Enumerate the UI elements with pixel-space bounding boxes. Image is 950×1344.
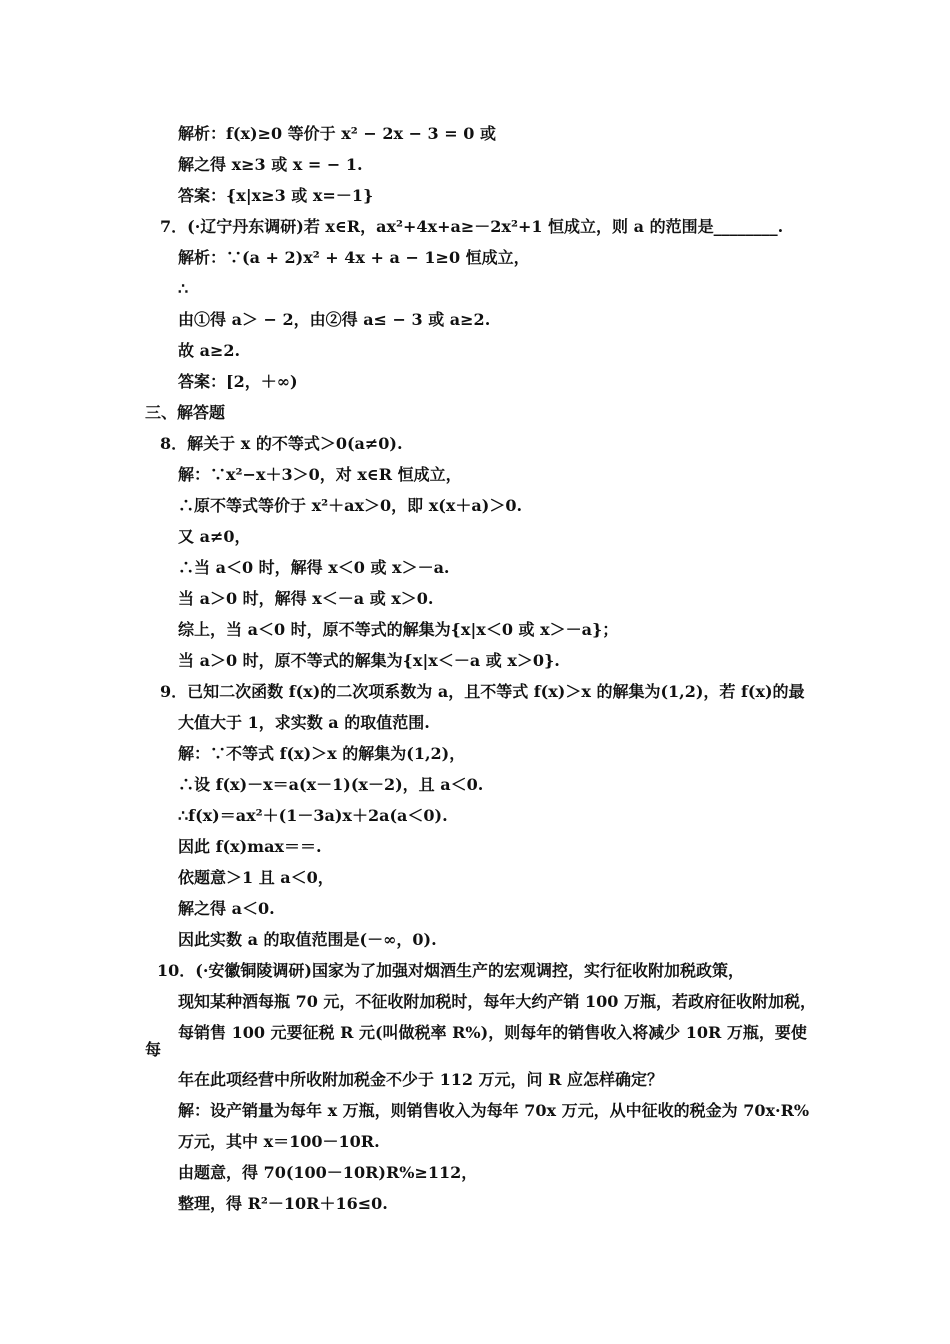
text-line: ∴设 f(x)－x＝a(x－1)(x－2)，且 a＜0. [178, 775, 484, 794]
text-fragment: 每 [145, 1040, 162, 1059]
text-line: 解析：∵(a + 2)x² + 4x + a − 1≥0 恒成立， [178, 248, 530, 267]
text-line: 又 a≠0， [178, 527, 251, 546]
text-line: 解之得 a＜0. [178, 899, 275, 918]
section-heading: 三、解答题 [145, 403, 226, 422]
text-line: 现知某种酒每瓶 70 元，不征收附加税时，每年大约产销 100 万瓶，若政府征收附加税， [178, 992, 816, 1011]
problem-10: 10．(·安徽铜陵调研)国家为了加强对烟酒生产的宏观调控，实行征收附加税政策， [157, 961, 744, 980]
text-line: 因此实数 a 的取值范围是(－∞，0). [178, 930, 437, 949]
text-line: 答案：[2，＋∞) [178, 372, 298, 391]
text-line: 故 a≥2. [178, 341, 241, 360]
text-line: 综上，当 a＜0 时，原不等式的解集为{x|x＜0 或 x＞－a}； [178, 620, 619, 639]
text-line: 解：设产销量为每年 x 万瓶，则销售收入为每年 70x 万元，从中征收的税金为 70x·R% [178, 1101, 810, 1120]
text-line: 年在此项经营中所收附加税金不少于 112 万元，问 R 应怎样确定？ [178, 1070, 663, 1089]
text-line: 万元，其中 x＝100－10R. [178, 1132, 380, 1151]
text-line: 当 a＞0 时，原不等式的解集为{x|x＜－a 或 x＞0}. [178, 651, 560, 670]
text-line: 大值大于 1，求实数 a 的取值范围. [178, 713, 430, 732]
text-line: 整理，得 R²－10R＋16≤0. [178, 1194, 388, 1213]
text-line: ∴ [178, 279, 189, 298]
problem-7: 7．(·辽宁丹东调研)若 x∈R，ax²+4x+a≥－2x²+1 恒成立，则 a 的范围是________. [160, 217, 784, 236]
text-line: 答案：{x|x≥3 或 x=－1} [178, 186, 374, 205]
problem-9: 9．已知二次函数 f(x)的二次项系数为 a，且不等式 f(x)＞x 的解集为(1,2)，若 f(x)的最 [160, 682, 805, 701]
text-line: 由①得 a＞ − 2，由②得 a≤ − 3 或 a≥2. [178, 310, 491, 329]
text-line: 解之得 x≥3 或 x = − 1. [178, 155, 363, 174]
text-line: ∴f(x)＝ax²＋(1－3a)x＋2a(a＜0). [178, 806, 448, 825]
text-line: ∴当 a＜0 时，解得 x＜0 或 x＞－a. [178, 558, 450, 577]
text-line: 每销售 100 元要征税 R 元(叫做税率 R%)，则每年的销售收入将减少 10R 万瓶，要使 [178, 1023, 807, 1042]
text-line: 因此 f(x)max＝＝. [178, 837, 322, 856]
text-line: 依题意＞1 且 a＜0， [178, 868, 334, 887]
text-line: 当 a＞0 时，解得 x＜－a 或 x＞0. [178, 589, 434, 608]
text-line: 解析：f(x)≥0 等价于 x² − 2x − 3 = 0 或 [178, 124, 496, 143]
text-line: 解：∵x²−x＋3＞0，对 x∈R 恒成立， [178, 465, 462, 484]
text-line: 由题意，得 70(100－10R)R%≥112， [178, 1163, 478, 1182]
problem-8: 8．解关于 x 的不等式＞0(a≠0). [160, 434, 403, 453]
text-line: 解：∵不等式 f(x)＞x 的解集为(1,2)， [178, 744, 466, 763]
text-line: ∴原不等式等价于 x²＋ax＞0，即 x(x＋a)＞0. [178, 496, 523, 515]
